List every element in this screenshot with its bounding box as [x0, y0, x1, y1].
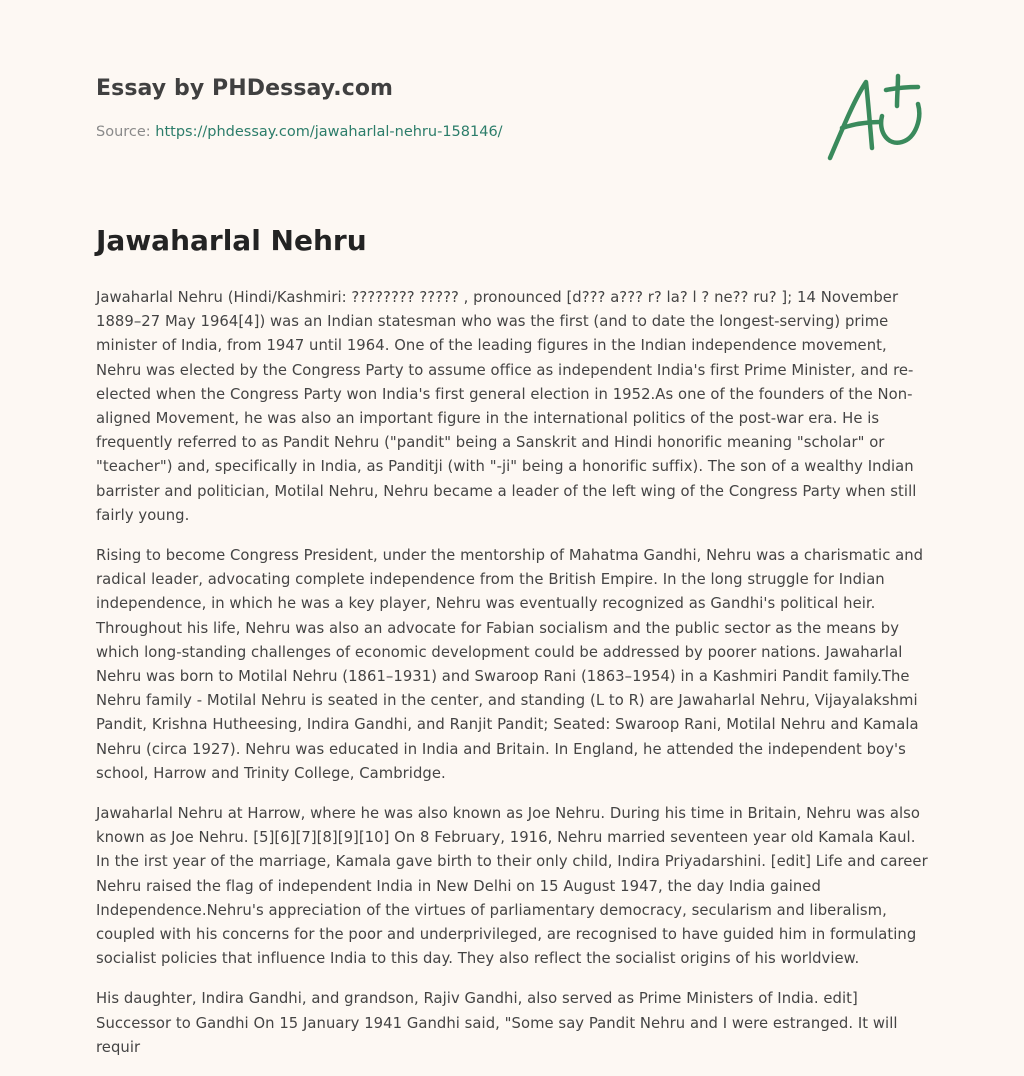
essay-title: Jawaharlal Nehru — [96, 224, 367, 257]
source-link[interactable]: https://phdessay.com/jawaharlal-nehru-158146/ — [155, 124, 503, 140]
essay-paragraph: Rising to become Congress President, under the mentorship of Mahatma Gandhi, Nehru was a charismatic and radical leader, advocating complete independence from the British Empire. In the long struggle for Indian independence, in which he was a key player, Nehru was eventually recognized as Gandhi's political heir. Throughout his life, Nehru was also an advocate for Fabian socialism and the public sector as the means by which long-standing challenges of economic development could be addressed by poorer nations. Jawaharlal Nehru was born to Motilal Nehru (1861–1931) and Swaroop Rani (1863–1954) in a Kashmiri Pandit family.The Nehru family - Motilal Nehru is seated in the center, and standing (L to R) are Jawaharlal Nehru, Vijayalakshmi Pandit, Krishna Hutheesing, Indira Gandhi, and Ranjit Pandit; Seated: Swaroop Rani, Motilal Nehru and Kamala Nehru (circa 1927). Nehru was educated in India and Britain. In England, he attended the independent boy's school, Harrow and Trinity College, Cambridge. — [96, 547, 924, 782]
source-line — [96, 124, 503, 140]
essay-paragraph: Jawaharlal Nehru (Hindi/Kashmiri: ???????? ????? , pronounced [d??? a??? r? la? l ? ne?? ru? ]; 14 November 1889–27 May 1964[4]) was an Indian statesman who was the first (and to date the longest-serving) prime minister of India, from 1947 until 1964. One of the leading figures in the Indian independence movement, Nehru was elected by the Congress Party to assume office as independent India's first Prime Minister, and re-elected when the Congress Party won India's first general election in 1952.As one of the founders of the Non-aligned Movement, he was also an important figure in the international politics of the post-war era. He is frequently referred to as Pandit Nehru ("pandit" being a Sanskrit and Hindi honorific meaning "scholar" or "teacher") and, specifically in India, as Panditji (with "-ji" being a honorific suffix). The son of a wealthy Indian barrister and politician, Motilal Nehru, Nehru became a leader of the left wing of the Congress Party when still fairly young. — [96, 289, 917, 524]
essay-paragraph: Jawaharlal Nehru at Harrow, where he was also known as Joe Nehru. During his time in Britain, Nehru was also known as Joe Nehru. [5][6][7][8][9][10] On 8 February, 1916, Nehru married seventeen year old Kamala Kaul. In the irst year of the marriage, Kamala gave birth to their only child, Indira Priyadarshini. [edit] Life and career Nehru raised the flag of independent India in New Delhi on 15 August 1947, the day India gained Independence.Nehru's appreciation of the virtues of parliamentary democracy, secularism and liberalism, coupled with his concerns for the poor and underprivileged, are recognised to have guided him in formulating socialist policies that influence India to this day. They also reflect the socialist origins of his worldview. — [96, 805, 928, 968]
source-label: Source: — [96, 124, 156, 140]
a-plus-logo-icon — [822, 70, 928, 164]
site-brand: Essay by PHDessay.com — [96, 76, 394, 101]
essay-paragraph: His daughter, Indira Gandhi, and grandson, Rajiv Gandhi, also served as Prime Ministers of India. edit] Successor to Gandhi On 15 January 1941 Gandhi said, "Some say Pandit Nehru and I were estranged. It will requir — [96, 990, 898, 1056]
essay-body — [96, 286, 928, 1076]
